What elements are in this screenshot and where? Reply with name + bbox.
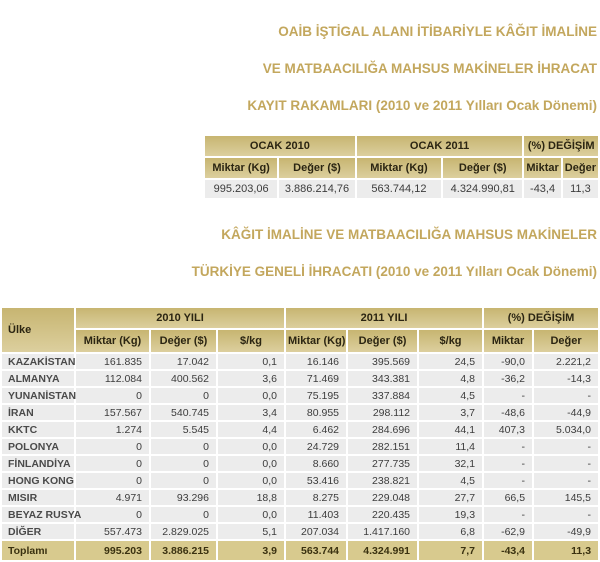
country-cell: KKTC xyxy=(2,422,74,437)
value-cell: 343.381 xyxy=(348,371,417,386)
country-export-table xyxy=(0,306,600,562)
value-cell: 8.275 xyxy=(286,490,346,505)
value-cell: 4,5 xyxy=(419,473,482,488)
country-cell: YUNANİSTAN xyxy=(2,388,74,403)
value-cell: 75.195 xyxy=(286,388,346,403)
table-row xyxy=(2,524,598,539)
column-header: Değer ($) xyxy=(151,330,216,352)
value-cell: 4.324.990,81 xyxy=(443,180,522,198)
value-cell: 32,1 xyxy=(419,456,482,471)
title-line: KAYIT RAKAMLARI (2010 ve 2011 Yılları Ocak Dönemi) xyxy=(247,97,597,113)
table-row xyxy=(2,330,598,352)
value-cell: 4,5 xyxy=(419,388,482,403)
value-cell: 8.660 xyxy=(286,456,346,471)
country-cell: POLONYA xyxy=(2,439,74,454)
value-cell: - xyxy=(534,507,598,522)
value-cell: 157.567 xyxy=(76,405,149,420)
value-cell: 6.462 xyxy=(286,422,346,437)
summary-table xyxy=(203,134,600,200)
value-cell: -36,2 xyxy=(484,371,532,386)
value-cell: 0,0 xyxy=(218,456,284,471)
total-value-cell: 3,9 xyxy=(218,541,284,560)
value-cell: - xyxy=(484,507,532,522)
value-cell: - xyxy=(534,456,598,471)
group-header-degisim: (%) DEĞİŞİM xyxy=(524,136,598,156)
value-cell: 207.034 xyxy=(286,524,346,539)
table-row xyxy=(2,371,598,386)
value-cell: 3,7 xyxy=(419,405,482,420)
value-cell: - xyxy=(534,473,598,488)
column-header: Değer ($) xyxy=(279,158,354,178)
value-cell: 0,0 xyxy=(218,473,284,488)
value-cell: 0 xyxy=(76,456,149,471)
table-row xyxy=(205,180,598,198)
value-cell: 71.469 xyxy=(286,371,346,386)
value-cell: 284.696 xyxy=(348,422,417,437)
value-cell: 24.729 xyxy=(286,439,346,454)
column-header-ulke: Ülke xyxy=(2,308,74,352)
table-row xyxy=(2,490,598,505)
value-cell: - xyxy=(484,439,532,454)
country-cell: FİNLANDİYA xyxy=(2,456,74,471)
title-line: VE MATBAACILIĞA MAHSUS MAKİNELER İHRACAT xyxy=(262,60,597,76)
group-header-degisim: (%) DEĞİŞİM xyxy=(484,308,598,328)
value-cell: 0 xyxy=(151,507,216,522)
value-cell: 2.221,2 xyxy=(534,354,598,369)
column-header: Değer ($) xyxy=(348,330,417,352)
column-header: Miktar (Kg) xyxy=(76,330,149,352)
value-cell: 0 xyxy=(151,473,216,488)
value-cell: 11.403 xyxy=(286,507,346,522)
title-line: KÂĞIT İMALİNE VE MATBAACILIĞA MAHSUS MAKİNELER xyxy=(221,227,597,242)
table-row xyxy=(2,473,598,488)
value-cell: 3,6 xyxy=(218,371,284,386)
value-cell: 0 xyxy=(151,439,216,454)
total-label-cell: Toplamı xyxy=(2,541,74,560)
value-cell: 4,4 xyxy=(218,422,284,437)
group-header-2011: 2011 YILI xyxy=(286,308,482,328)
value-cell: -90,0 xyxy=(484,354,532,369)
column-header: $/kg xyxy=(419,330,482,352)
value-cell: 53.416 xyxy=(286,473,346,488)
country-cell: İRAN xyxy=(2,405,74,420)
total-value-cell: 563.744 xyxy=(286,541,346,560)
value-cell: -44,9 xyxy=(534,405,598,420)
value-cell: -62,9 xyxy=(484,524,532,539)
value-cell: 93.296 xyxy=(151,490,216,505)
value-cell: 540.745 xyxy=(151,405,216,420)
title-line: TÜRKİYE GENELİ İHRACATI (2010 ve 2011 Yılları Ocak Dönemi) xyxy=(191,264,597,279)
value-cell: 0 xyxy=(76,439,149,454)
country-cell: KAZAKİSTAN xyxy=(2,354,74,369)
report-title-oaib xyxy=(0,0,600,134)
value-cell: 16.146 xyxy=(286,354,346,369)
table-row xyxy=(2,308,598,328)
value-cell: 161.835 xyxy=(76,354,149,369)
country-cell: MISIR xyxy=(2,490,74,505)
value-cell: 400.562 xyxy=(151,371,216,386)
value-cell: 80.955 xyxy=(286,405,346,420)
column-header: Miktar (Kg) xyxy=(205,158,277,178)
column-header: Değer ($) xyxy=(443,158,522,178)
report-title-turkiye xyxy=(0,208,600,301)
value-cell: - xyxy=(484,388,532,403)
table-row xyxy=(2,456,598,471)
value-cell: 238.821 xyxy=(348,473,417,488)
group-header-ocak-2011: OCAK 2011 xyxy=(357,136,523,156)
value-cell: 4,8 xyxy=(419,371,482,386)
value-cell: 0 xyxy=(76,388,149,403)
value-cell: -14,3 xyxy=(534,371,598,386)
value-cell: 24,5 xyxy=(419,354,482,369)
value-cell: 3,4 xyxy=(218,405,284,420)
value-cell: 1.417.160 xyxy=(348,524,417,539)
value-cell: 11,4 xyxy=(419,439,482,454)
value-cell: 3.886.214,76 xyxy=(279,180,354,198)
table-row xyxy=(205,158,598,178)
value-cell: 5.034,0 xyxy=(534,422,598,437)
value-cell: 0 xyxy=(151,388,216,403)
value-cell: 6,8 xyxy=(419,524,482,539)
value-cell: 4.971 xyxy=(76,490,149,505)
group-header-2010: 2010 YILI xyxy=(76,308,284,328)
value-cell: 220.435 xyxy=(348,507,417,522)
country-cell: BEYAZ RUSYA xyxy=(2,507,74,522)
value-cell: 0 xyxy=(151,456,216,471)
value-cell: 19,3 xyxy=(419,507,482,522)
table-row xyxy=(205,136,598,156)
table-row xyxy=(2,354,598,369)
column-header: Miktar (Kg) xyxy=(286,330,346,352)
value-cell: 229.048 xyxy=(348,490,417,505)
total-value-cell: 995.203 xyxy=(76,541,149,560)
table-row xyxy=(2,439,598,454)
value-cell: 5.545 xyxy=(151,422,216,437)
value-cell: 407,3 xyxy=(484,422,532,437)
value-cell: 995.203,06 xyxy=(205,180,277,198)
value-cell: 27,7 xyxy=(419,490,482,505)
value-cell: 337.884 xyxy=(348,388,417,403)
value-cell: 0,0 xyxy=(218,388,284,403)
value-cell: - xyxy=(484,473,532,488)
column-header: Miktar (Kg) xyxy=(357,158,441,178)
value-cell: 0,1 xyxy=(218,354,284,369)
value-cell: 112.084 xyxy=(76,371,149,386)
column-header: $/kg xyxy=(218,330,284,352)
value-cell: -48,6 xyxy=(484,405,532,420)
value-cell: 17.042 xyxy=(151,354,216,369)
value-cell: 44,1 xyxy=(419,422,482,437)
value-cell: - xyxy=(534,439,598,454)
value-cell: 0 xyxy=(76,473,149,488)
column-header: Miktar xyxy=(484,330,532,352)
value-cell: 11,3 xyxy=(563,180,598,198)
value-cell: 5,1 xyxy=(218,524,284,539)
value-cell: 18,8 xyxy=(218,490,284,505)
value-cell: 145,5 xyxy=(534,490,598,505)
value-cell: 277.735 xyxy=(348,456,417,471)
value-cell: 557.473 xyxy=(76,524,149,539)
value-cell: 0,0 xyxy=(218,507,284,522)
group-header-ocak-2010: OCAK 2010 xyxy=(205,136,355,156)
column-header: Miktar xyxy=(524,158,560,178)
total-value-cell: -43,4 xyxy=(484,541,532,560)
table-row xyxy=(2,422,598,437)
value-cell: 298.112 xyxy=(348,405,417,420)
value-cell: -43,4 xyxy=(524,180,560,198)
country-cell: ALMANYA xyxy=(2,371,74,386)
table-row xyxy=(2,405,598,420)
total-value-cell: 4.324.991 xyxy=(348,541,417,560)
table-row xyxy=(2,507,598,522)
value-cell: 1.274 xyxy=(76,422,149,437)
value-cell: 0,0 xyxy=(218,439,284,454)
value-cell: 2.829.025 xyxy=(151,524,216,539)
country-cell: HONG KONG xyxy=(2,473,74,488)
value-cell: 66,5 xyxy=(484,490,532,505)
value-cell: - xyxy=(534,388,598,403)
total-value-cell: 7,7 xyxy=(419,541,482,560)
country-cell: DİĞER xyxy=(2,524,74,539)
value-cell: -49,9 xyxy=(534,524,598,539)
title-line: OAİB İŞTİGAL ALANI İTİBARİYLE KÂĞIT İMALİNE xyxy=(278,23,597,39)
column-header: Değer xyxy=(534,330,598,352)
table-row xyxy=(2,388,598,403)
value-cell: - xyxy=(484,456,532,471)
total-row xyxy=(2,541,598,560)
total-value-cell: 3.886.215 xyxy=(151,541,216,560)
column-header: Değer xyxy=(563,158,598,178)
total-value-cell: 11,3 xyxy=(534,541,598,560)
value-cell: 0 xyxy=(76,507,149,522)
value-cell: 563.744,12 xyxy=(357,180,441,198)
value-cell: 282.151 xyxy=(348,439,417,454)
value-cell: 395.569 xyxy=(348,354,417,369)
